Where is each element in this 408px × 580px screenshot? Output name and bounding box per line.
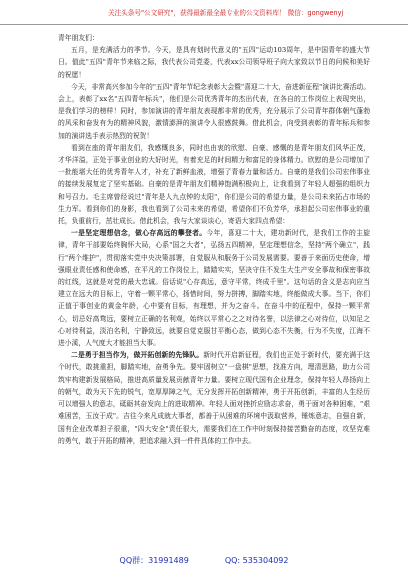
paragraph: 五月，是充满活力的季节。今天，是具有划时代意义的"五四"运动103周年，是中国青年的盛大节日。值此"五四"青年节来临之际，我代表公司党委，代表xx公司领导班子向大家致以节日的问候和美好的祝愿！ — [58, 46, 370, 79]
document-body — [58, 32, 370, 447]
page-header — [0, 5, 408, 25]
section-text: 今年，喜迎二十大，建功新时代，是我们工作的主旋律，青年干部要始终胸怀大局，心系"国之大者"，弘扬五四精神，坚定理想信念，坚持"两个确立"，践行"两个维护"，贯彻落实党中央决策部署，自觉服从和服务于公司发展需要。要善于来面历史使命，增强眼业责任感和使命感，在平凡的工作岗位上，踏踏实实，坚决守住不发生大生产安全事故和保密事故的红线，这就是对党的最大忠诚。俗话说"心存高远，意守平常，终成千里"。这句话的含义是志向应当建立在远大的目标上，守着一颗平常心，扬惜时间，努力拼搏，脚踏实地，终能做成大事。当下，你们正值于事创业的黄金年龄，心中要有目标，有理想，并为之奋斗。在奋斗中的征程中，保持一颗平常心，切忌好高骛远，要树立正确的名利观，始终以平常心之之对待名誉，以法律之心对待位，以知足之心对待利益，淡泊名利，宁静致远，就要自觉克服甘平衡心态，做到心态不失衡，行为不失度，江海不进小溪，人气度大才能担当大事。 — [58, 229, 371, 348]
section-heading: 一是坚定理想信念，做心存高远的攀登者。 — [71, 229, 207, 238]
paragraph: 今天，非常高兴参加今年的"五四"青年节纪念表彰大会暨"喜迎二十大，奋进新征程"演讲比赛活动。会上，表彰了xx名"五四青年标兵"，他们是公司优秀青年的杰出代表，在各自的工作岗位上表现突出，是我们学习的榜样！同时，参加演讲的青年朋友表现都非常的优秀，充分展示了公司青年群体朝气蓬勃的风采和奋发有为的精神风貌，激情澎湃的演讲令人很感鼓舞。借此机会，向受到表彰的青年标兵和参加的演讲选手表示热烈的祝贺！ — [58, 82, 370, 140]
header-promo-text: 关注头条号"公文研究"，获得最新最全最专业的公文资料库！ 微信：gongwenyj — [108, 9, 344, 17]
section-text: 新时代开启新征程，我们也正处于新时代，要充满于这个时代，敢挑重担，脚踏实地，奋勇争先。要牢固树立"一盘棋"思想，找准方向，理清思路，助力公司筑牢构建新发展格局，推进高质量发展贡献青年力量。要树立现代国有企业理念，保持年轻人昂扬向上的朝气，敢为天下先的锐气，宽厚厚障之气，无分发挥开拓创新精神，勇于开拓创新，丰富的人生经历可以增强人的意志，砥砺其奋发向上的进取精神。年轻人面对挫折应励志求奋，勇于面对各种困难，"艰难困苦，玉汝于成"。吉往今来凡成就大事者，都善于从困难的环境中汲取营养，锤炼意志，自强自新，国有企业改革担子很重，"四大安全"责任很大，需要我们在工作中时刻保持接苦勤奋的态度，攻坚克难的勇气，敢于开拓的精神，把追求融入到一件件具体的工作中去。 — [58, 351, 370, 445]
footer-qq-number: QQ: 535304092 — [224, 556, 289, 565]
section-paragraph — [58, 227, 370, 349]
paragraph: 看到在座的青年朋友们，我感慨良多，同时也由衷的欣慰、自豪、感慨的是青年朋友们风华正茂，才华洋溢，正处于事业创业的大好时光，有着充足的时间精力和富足的身体精力。欣慰的是公司增加了一批能堪大任的优秀青年人才，补充了新鲜血液，增强了青春力量和活力。自豪的是我们公司宏伟事业的接续发展复定了坚实基础。自豪的是青年朋友们精神饱满积极向上，让我看到了年轻人超强的组织力和号召力。毛主席曾经说过"青年是人九点钟的太阳"，你们是公司的希望力量，是公司未来拓占市场的生力军。看到你们的身影，我也看到了公司未来的希望，希望你们不负芳华，承担起公司宏伟事业的重托，负重前行，茁壮成长。借此机会，我与大家谈谈心，寄语大家四点希望： — [58, 143, 370, 226]
salutation: 青年朋友们： — [58, 34, 99, 42]
section-heading: 二是勇于担当作为，做开拓创新的先锋队。 — [71, 351, 204, 360]
page-footer — [0, 555, 408, 566]
section-paragraph — [58, 349, 370, 447]
footer-qq-group: QQ群：31991489 — [119, 556, 189, 565]
